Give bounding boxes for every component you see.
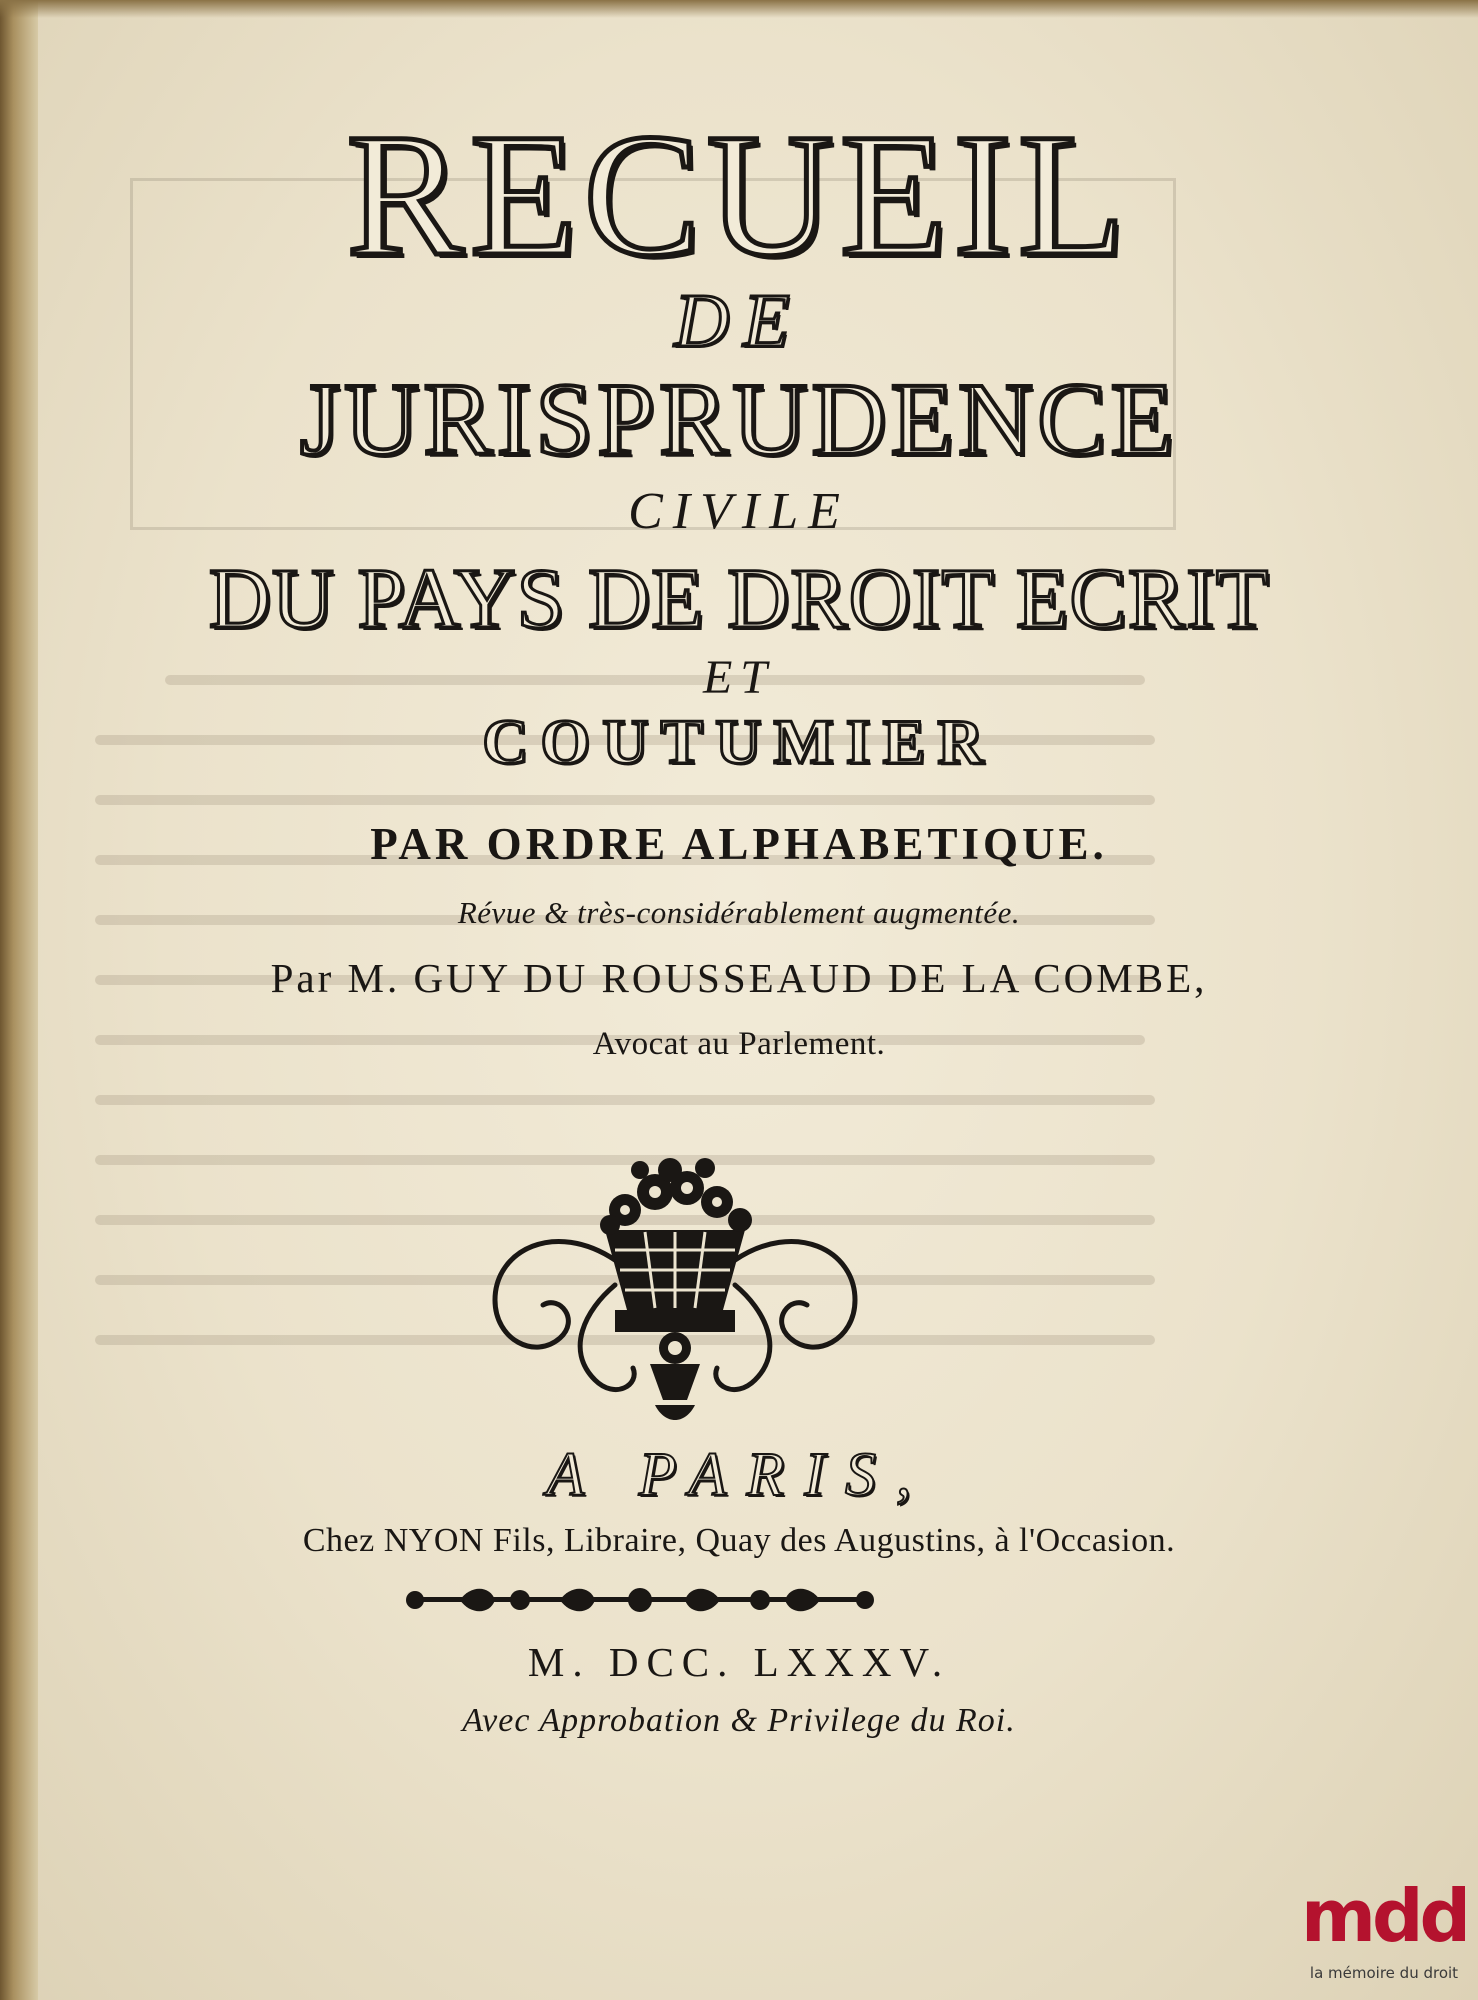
logo-caption: la mémoire du droit	[1309, 1964, 1459, 1982]
title-recueil: RECUEIL	[346, 98, 1132, 293]
title-et: ET	[702, 651, 775, 704]
title-jurisprudence: JURISPRUDENCE	[299, 362, 1179, 477]
title-du-pays: DU PAYS DE DROIT ECRIT	[208, 550, 1270, 646]
imprint-year: M. DCC. LXXXV.	[527, 1639, 951, 1685]
ornamental-rule-icon	[400, 1580, 880, 1620]
imprint-privilege: Avec Approbation & Privilege du Roi.	[462, 1702, 1016, 1739]
title-civile: CIVILE	[628, 483, 850, 540]
author-line: Par M. GUY DU ROUSSEAUD DE LA COMBE,	[270, 955, 1208, 1001]
imprint-publisher: Chez NYON Fils, Libraire, Quay des Augustins, à l'Occasion.	[302, 1522, 1176, 1559]
page-edge-top	[0, 0, 1478, 18]
title-coutumier: COUTUMIER	[482, 706, 996, 777]
subtitle-revue: Révue & très-considérablement augmentée.	[457, 895, 1021, 930]
title-de: DE	[674, 279, 804, 363]
mdd-logo	[1296, 1868, 1472, 1996]
flower-basket-ornament-icon	[465, 1110, 885, 1430]
author-title: Avocat au Parlement.	[592, 1026, 886, 1062]
imprint-place: A PARIS,	[546, 1441, 932, 1509]
title-ordre: PAR ORDRE ALPHABETIQUE.	[370, 819, 1108, 869]
logo-mark: mdd	[1300, 1874, 1468, 1958]
